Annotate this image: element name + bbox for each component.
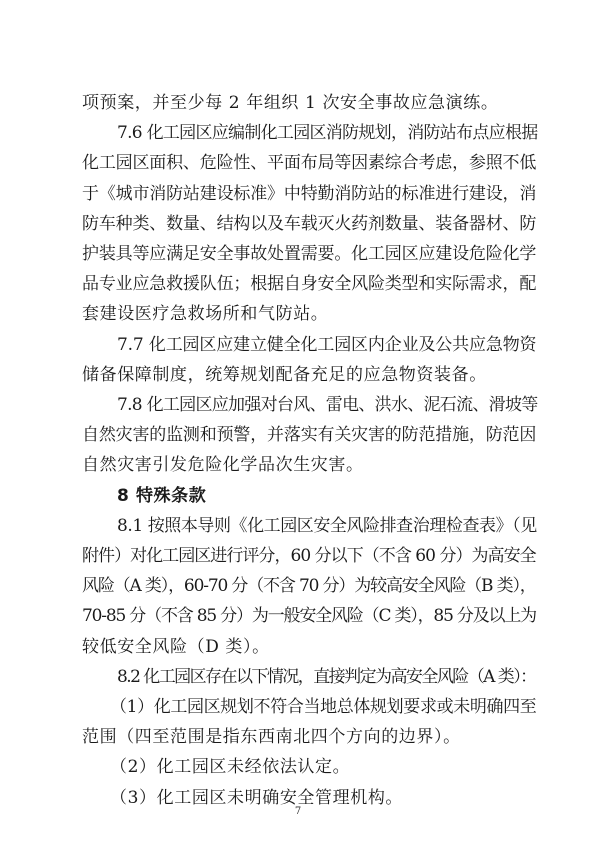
paragraph-line: 于《城市消防站建设标准》中特勤消防站的标准进行建设，消 bbox=[82, 183, 537, 204]
paragraph-line: 项预案，并至少每 2 年组织 1 次安全事故应急演练。 bbox=[82, 93, 499, 113]
section-7-7-line: 7.7 化工园区应建立健全化工园区内企业及公共应急物资 bbox=[117, 334, 537, 355]
page-number: 7 bbox=[294, 806, 302, 817]
list-item-1: （1）化工园区规划不符合当地总体规划要求或未明确四至 bbox=[110, 697, 537, 717]
paragraph-line: 70-85 分（不含 85 分）为一般安全风险（C 类），85 分及以上为 bbox=[82, 606, 536, 627]
paragraph-line: 自然灾害引发危险化学品次生灾害。 bbox=[82, 455, 364, 476]
paragraph-line: 套建设医疗急救场所和气防站。 bbox=[82, 304, 329, 325]
paragraph-line: 防车种类、数量、结构以及车载灭火药剂数量、装备器材、防 bbox=[82, 213, 537, 234]
paragraph-line: 化工园区面积、危险性、平面布局等因素综合考虑，参照不低 bbox=[82, 153, 537, 174]
paragraph-line: 护装具等应满足安全事故处置需要。化工园区应建设危险化学 bbox=[82, 244, 537, 264]
section-8-2-line: 8.2 化工园区存在以下情况，直接判定为高安全风险（A 类）： bbox=[117, 666, 536, 687]
paragraph-line: 范围（四至范围是指东西南北四个方向的边界）。 bbox=[82, 727, 461, 748]
paragraph-line: 风险（A 类），60-70 分（不含 70 分）为较高安全风险（B 类）， bbox=[82, 576, 536, 597]
section-heading: 8 特殊条款 bbox=[117, 485, 207, 506]
section-7-6-line: 7.6 化工园区应编制化工园区消防规划，消防站布点应根据 bbox=[117, 123, 538, 144]
section-8-1-line: 8.1 按照本导则《化工园区安全风险排查治理检查表》（见 bbox=[117, 515, 537, 536]
paragraph-line: 品专业应急救援队伍；根据自身安全风险类型和实际需求，配 bbox=[82, 274, 537, 295]
section-7-8-line: 7.8 化工园区应加强对台风、雷电、洪水、泥石流、滑坡等 bbox=[117, 395, 538, 415]
list-item-2: （2）化工园区未经依法认定。 bbox=[110, 757, 351, 778]
paragraph-line: 自然灾害的监测和预警，并落实有关灾害的防范措施，防范因 bbox=[82, 425, 537, 446]
paragraph-line: 储备保障制度，统筹规划配备充足的应急物资装备。 bbox=[82, 364, 487, 385]
paragraph-line: 较低安全风险（D 类）。 bbox=[82, 636, 270, 657]
paragraph-line: 附件）对化工园区进行评分，60 分以下（不含 60 分）为高安全 bbox=[82, 546, 536, 566]
list-item-3: （3）化工园区未明确安全管理机构。 bbox=[110, 787, 404, 808]
